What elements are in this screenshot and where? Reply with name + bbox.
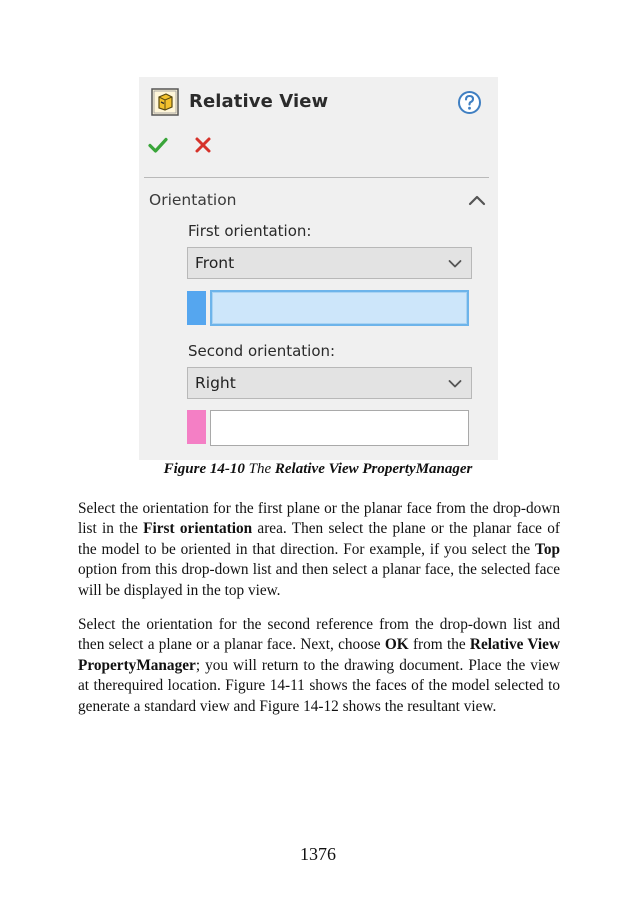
second-orientation-value: Right (195, 374, 236, 392)
property-manager-header (139, 77, 498, 129)
chevron-up-icon[interactable] (468, 193, 486, 207)
paragraph-first-orientation (78, 499, 560, 601)
first-orientation-selection-box[interactable] (210, 290, 469, 326)
cancel-close-icon[interactable] (192, 134, 214, 156)
second-orientation-dropdown[interactable] (187, 367, 472, 399)
first-orientation-value: Front (195, 254, 235, 272)
figure-caption (0, 461, 636, 478)
para2-text-1: Select the orientation for the second reference from the drop-down list and then select a plane or a planar face. Next, choose (78, 616, 560, 654)
relative-view-icon (151, 88, 179, 116)
para1-bold-first-orientation: First orientation (143, 520, 253, 538)
relative-view-property-manager (139, 77, 498, 460)
property-manager-title: Relative View (189, 91, 329, 112)
para1-text-1: Select the orientation for the first plane or the planar face from the drop-down list in the (78, 500, 560, 538)
para1-text-2: area. Then select the plane or the planar face of the model to be oriented in that direction. For example, if you select the (78, 520, 560, 558)
para1-text-3: option from this drop-down list and then select a planar face, the selected face will be displayed in the top view. (78, 561, 560, 599)
first-orientation-label: First orientation: (188, 222, 312, 240)
first-selection-color-swatch (187, 291, 206, 325)
figure-number: Figure 14-10 (163, 461, 245, 477)
para2-bold-property-manager: Relative View PropertyManager (78, 636, 560, 674)
para2-text-2: from the (408, 636, 470, 654)
para2-text-3: ; you will return to the drawing document. Place the view at therequired location. Figure 14-11 shows the faces of the model selected to generate a standard view and Figure 14-12 shows the resultant view. (78, 656, 560, 715)
page-number: 1376 (300, 844, 336, 864)
para2-bold-ok: OK (384, 636, 409, 654)
chevron-down-icon (448, 379, 462, 389)
help-icon[interactable] (457, 90, 482, 115)
para1-bold-top: Top (535, 540, 560, 558)
orientation-section-heading: Orientation (149, 191, 237, 209)
second-orientation-selection-box[interactable] (210, 410, 469, 446)
caption-the: The (248, 461, 272, 477)
section-divider (144, 177, 489, 178)
caption-name: Relative View PropertyManager (274, 461, 473, 477)
ok-check-icon[interactable] (147, 134, 169, 156)
second-selection-color-swatch (187, 410, 206, 444)
second-orientation-label: Second orientation: (188, 342, 336, 360)
paragraph-second-orientation (78, 615, 560, 717)
chevron-down-icon (448, 259, 462, 269)
first-orientation-dropdown[interactable] (187, 247, 472, 279)
